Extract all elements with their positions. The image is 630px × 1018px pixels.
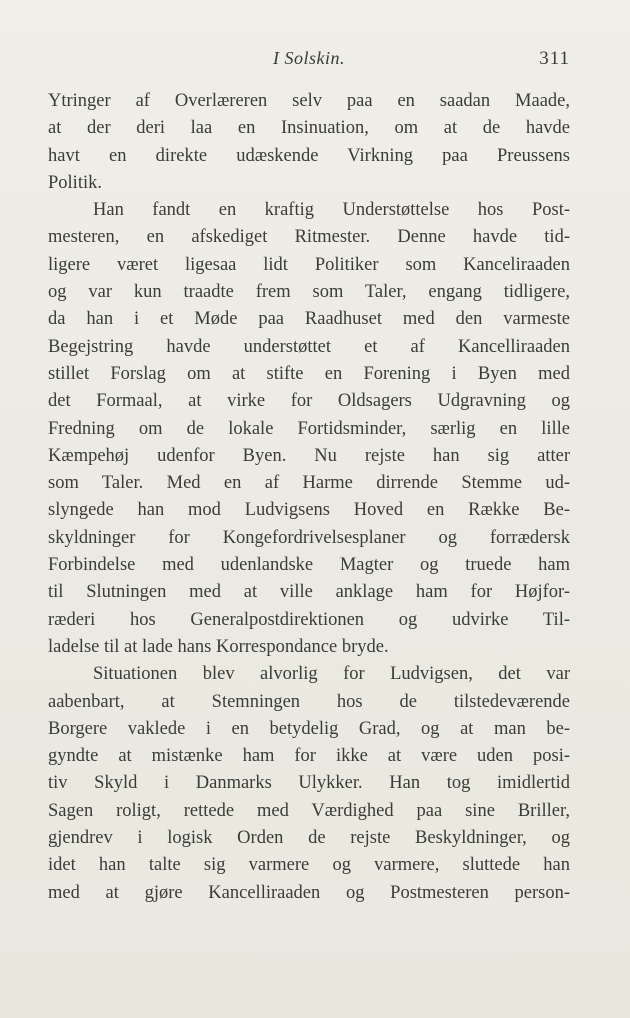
text-line: gyndte at mistænke ham for ikke at være uden posi- bbox=[48, 746, 570, 767]
text-line: da han i et Møde paa Raadhuset med den varmeste bbox=[48, 309, 570, 330]
text-line: Fredning om de lokale Fortidsminder, særlig en lille bbox=[48, 418, 570, 439]
page-header bbox=[48, 48, 570, 72]
text-line: slyngede han mod Ludvigsens Hoved en Række Be- bbox=[48, 500, 570, 521]
text-line: som Taler. Med en af Harme dirrende Stemme ud- bbox=[48, 473, 570, 494]
text-line: til Slutningen med at ville anklage ham for Højfor- bbox=[48, 582, 570, 603]
text-line: Ytringer af Overlæreren selv paa en saadan Maade, bbox=[48, 91, 570, 111]
text-line: Sagen roligt, rettede med Værdighed paa sine Briller, bbox=[48, 800, 570, 821]
text-line: Borgere vaklede i en betydelig Grad, og at man be- bbox=[48, 718, 570, 739]
text-line: Han fandt en kraftig Understøttelse hos Post- bbox=[93, 200, 570, 221]
running-title: I Solskin. bbox=[273, 48, 345, 68]
text-line: skyldninger for Kongefordrivelsesplaner og forrædersk bbox=[48, 527, 570, 548]
text-line: det Formaal, at virke for Oldsagers Udgravning og bbox=[48, 391, 570, 412]
text-line: ladelse til at lade hans Korrespondance bryde. bbox=[48, 636, 389, 657]
body-text bbox=[48, 88, 570, 907]
text-line: stillet Forslag om at stifte en Forening i Byen med bbox=[48, 363, 570, 384]
text-line: Situationen blev alvorlig for Ludvigsen, det var bbox=[93, 664, 570, 685]
text-line: med at gjøre Kancelliraaden og Postmesteren person- bbox=[48, 882, 570, 903]
text-line: idet han talte sig varmere og varmere, sluttede han bbox=[48, 855, 570, 876]
text-line: og var kun traadte frem som Taler, engang tidligere, bbox=[48, 282, 570, 303]
text-line: Politik. bbox=[48, 172, 102, 193]
text-line: Begejstring havde understøttet et af Kancelliraaden bbox=[48, 336, 570, 357]
text-line: Kæmpehøj udenfor Byen. Nu rejste han sig atter bbox=[48, 445, 570, 466]
page-number: 311 bbox=[539, 48, 570, 69]
text-line: aabenbart, at Stemningen hos de tilstedeværende bbox=[48, 691, 570, 712]
text-line: gjendrev i logisk Orden de rejste Beskyldninger, og bbox=[48, 828, 570, 849]
text-line: ræderi hos Generalpostdirektionen og udvirke Til- bbox=[48, 609, 570, 630]
text-line: Forbindelse med udenlandske Magter og truede ham bbox=[48, 555, 570, 576]
text-line: mesteren, en afskediget Ritmester. Denne havde tid- bbox=[48, 227, 570, 248]
text-line: havt en direkte udæskende Virkning paa Preussens bbox=[48, 145, 570, 166]
text-line: at der deri laa en Insinuation, om at de havde bbox=[48, 118, 570, 139]
text-line: ligere været ligesaa lidt Politiker som Kanceliraaden bbox=[48, 254, 570, 275]
text-line: tiv Skyld i Danmarks Ulykker. Han tog imidlertid bbox=[48, 773, 570, 794]
